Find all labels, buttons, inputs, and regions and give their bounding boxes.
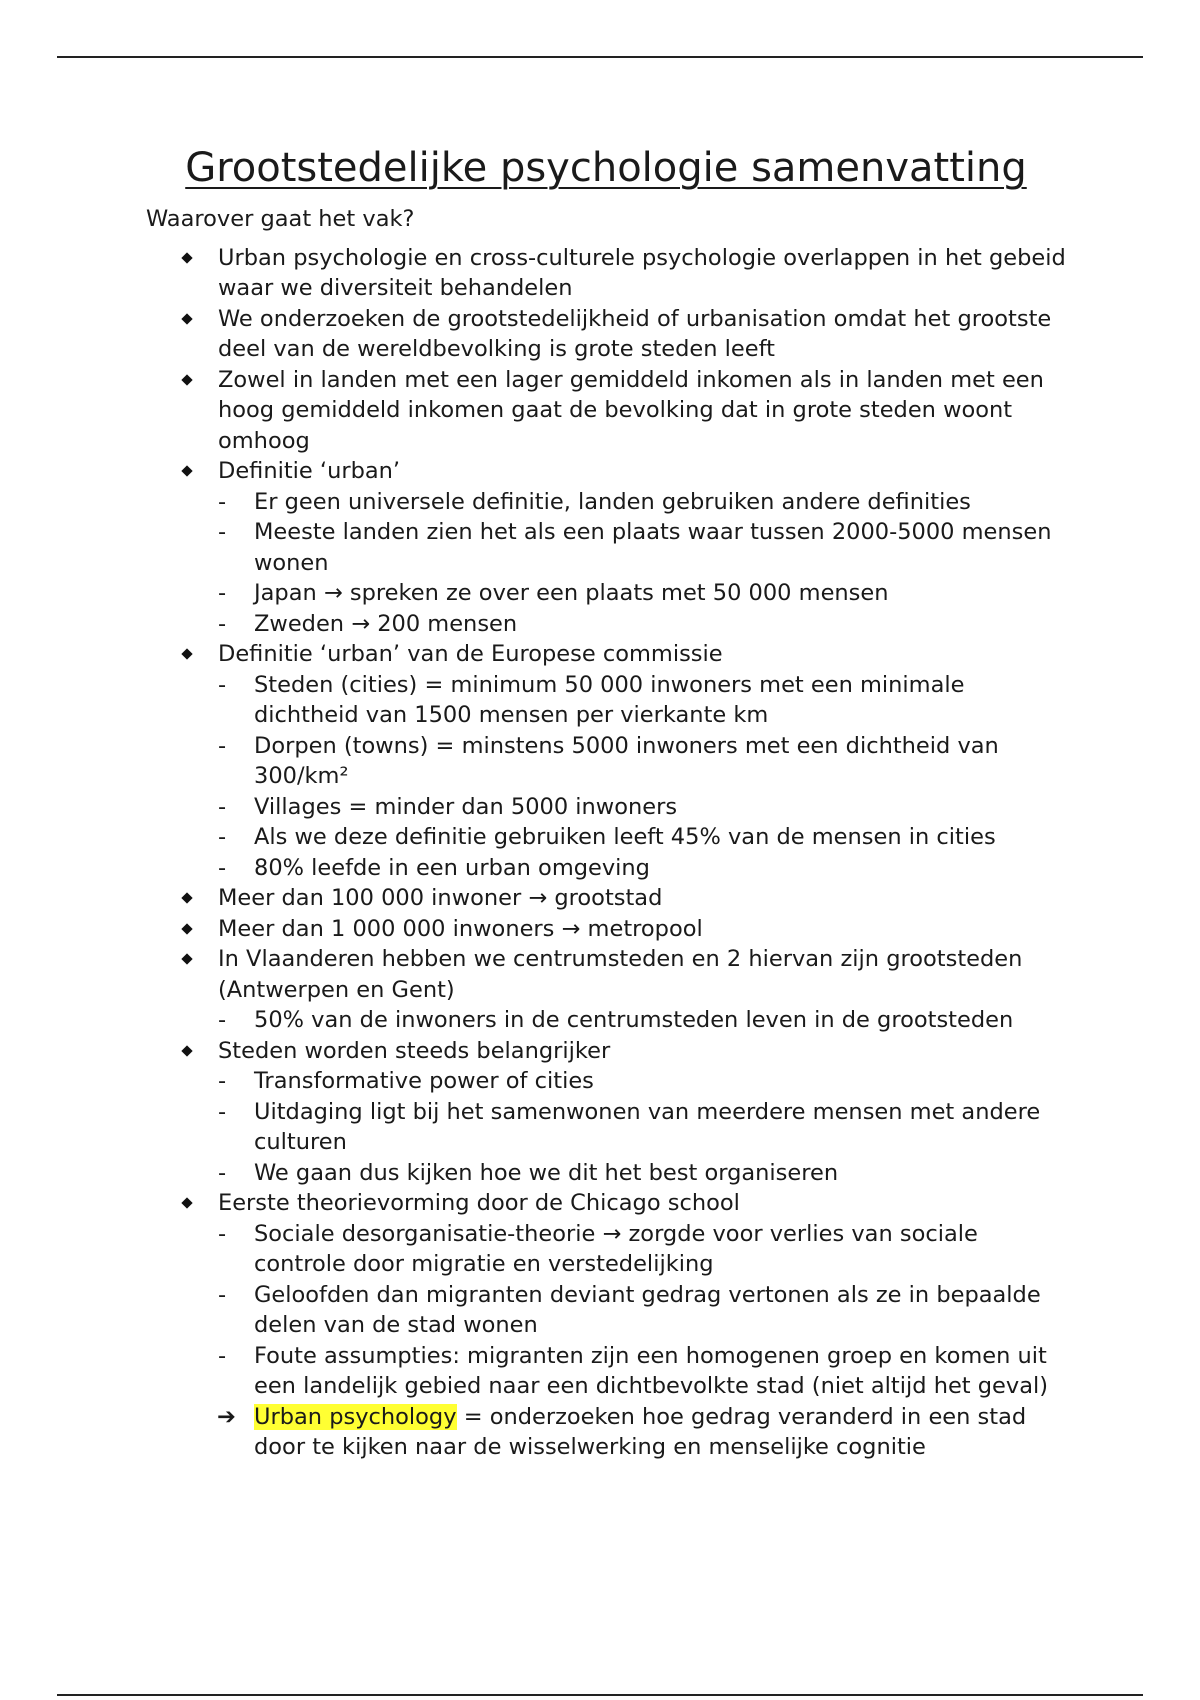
sub-item-text: Uitdaging ligt bij het samenwonen van meerdere mensen met andere culturen (254, 1098, 1041, 1155)
sub-item-text: Dorpen (towns) = minstens 5000 inwoners met een dichtheid van 300/km² (254, 732, 999, 789)
sub-item (218, 792, 1066, 823)
diamond-bullet-icon (181, 465, 192, 476)
sub-list (218, 1005, 1066, 1036)
sub-item (218, 487, 1066, 518)
sub-item-text: Foute assumpties: migranten zijn een homogenen groep en komen uit een landelijk gebied naar een dichtbevolkte stad (niet altijd het geval) (254, 1342, 1049, 1399)
intro-question: Waarover gaat het vak? (146, 206, 415, 232)
sub-list (218, 1066, 1066, 1188)
sub-item (218, 1280, 1066, 1341)
dash-bullet-icon: - (218, 1281, 227, 1308)
conclusion-text: = onderzoeken hoe gedrag veranderd in een stad door te kijken naar de wisselwerking en menselijke cognitie (254, 1403, 1027, 1460)
dash-bullet-icon: - (218, 1007, 227, 1033)
dash-bullet-icon: - (218, 732, 227, 759)
diamond-bullet-icon (181, 313, 192, 324)
list-item-text: Meer dan 1 000 000 inwoners → metropool (218, 915, 703, 942)
list-item (146, 914, 1066, 945)
dash-bullet-icon: - (218, 671, 227, 698)
sub-item (218, 609, 1066, 640)
dash-bullet-icon: - (218, 1342, 227, 1369)
list-item-text: We onderzoeken de grootstedelijkheid of urbanisation omdat het grootste deel van de wereldbevolking is grote steden leeft (218, 305, 1052, 362)
sub-item (218, 1097, 1066, 1158)
diamond-bullet-icon (181, 892, 192, 903)
list-item-text: Definitie ‘urban’ (218, 458, 401, 484)
list-item (146, 365, 1066, 457)
list-item-text: Steden worden steeds belangrijker (218, 1037, 611, 1064)
sub-item-text: Steden (cities) = minimum 50 000 inwoners met een minimale dichtheid van 1500 mensen per vierkante km (254, 671, 965, 728)
sub-item (218, 517, 1066, 578)
diamond-bullet-icon (181, 648, 192, 659)
sub-item-text: Transformative power of cities (254, 1068, 594, 1094)
list-item (146, 944, 1066, 1036)
sub-item (218, 1219, 1066, 1280)
list-item-text: Meer dan 100 000 inwoner → grootstad (218, 885, 663, 911)
sub-item-text: Zweden → 200 mensen (254, 610, 518, 637)
list-item (146, 456, 1066, 639)
list-item-text: Zowel in landen met een lager gemiddeld inkomen als in landen met een hoog gemiddeld inkomen gaat de bevolking dat in grote steden woont omhoog (218, 366, 1044, 454)
list-item (146, 883, 1066, 914)
list-item (146, 1036, 1066, 1189)
dash-bullet-icon: - (218, 793, 227, 820)
sub-item (218, 1005, 1066, 1036)
sub-item (218, 578, 1066, 609)
conclusion-item (218, 1402, 1066, 1463)
sub-item-text: Als we deze definitie gebruiken leeft 45% van de mensen in cities (254, 824, 996, 850)
list-item-text: Eerste theorievorming door de Chicago school (218, 1190, 740, 1216)
list-item (146, 639, 1066, 883)
footer-rule (57, 1694, 1143, 1696)
bullet-list (146, 243, 1066, 1463)
sub-item (218, 670, 1066, 731)
list-item-text: In Vlaanderen hebben we centrumsteden en 2 hiervan zijn grootsteden (Antwerpen en Gent) (218, 946, 1023, 1003)
highlighted-term: Urban psychology (254, 1403, 457, 1430)
sub-list (218, 1219, 1066, 1463)
list-item-text: Urban psychologie en cross-culturele psychologie overlappen in het gebeid waar we diversiteit behandelen (218, 244, 1066, 301)
list-item (146, 304, 1066, 365)
sub-item (218, 822, 1066, 853)
diamond-bullet-icon (181, 923, 192, 934)
diamond-bullet-icon (181, 374, 192, 385)
list-item (146, 1188, 1066, 1463)
diamond-bullet-icon (181, 1045, 192, 1056)
header-rule (57, 56, 1143, 58)
dash-bullet-icon: - (218, 1068, 227, 1094)
diamond-bullet-icon (181, 953, 192, 964)
sub-item (218, 1158, 1066, 1189)
sub-item (218, 853, 1066, 884)
sub-item-text: 50% van de inwoners in de centrumsteden leven in de grootsteden (254, 1007, 1014, 1033)
sub-item (218, 731, 1066, 792)
page-title: Grootstedelijke psychologie samenvatting (185, 145, 1027, 191)
dash-bullet-icon: - (218, 854, 227, 881)
list-item (146, 243, 1066, 304)
diamond-bullet-icon (181, 1197, 192, 1208)
sub-item (218, 1066, 1066, 1097)
dash-bullet-icon: - (218, 519, 227, 545)
sub-item-text: Japan → spreken ze over een plaats met 50 000 mensen (254, 580, 889, 606)
dash-bullet-icon: - (218, 1159, 227, 1186)
document-body (146, 140, 1066, 1463)
sub-item-text: Sociale desorganisatie-theorie → zorgde voor verlies van sociale controle door migratie en verstedelijking (254, 1220, 978, 1277)
sub-item (218, 1341, 1066, 1402)
dash-bullet-icon: - (218, 824, 227, 850)
sub-item-text: We gaan dus kijken hoe we dit het best organiseren (254, 1159, 839, 1186)
sub-item-text: Meeste landen zien het als een plaats waar tussen 2000-5000 mensen wonen (254, 519, 1052, 576)
dash-bullet-icon: - (218, 610, 227, 637)
dash-bullet-icon: - (218, 1220, 227, 1247)
sub-item-text: 80% leefde in een urban omgeving (254, 854, 650, 881)
sub-item-text: Er geen universele definitie, landen gebruiken andere definities (254, 488, 971, 515)
dash-bullet-icon: - (218, 580, 227, 606)
sub-list (218, 487, 1066, 640)
sub-item-text: Villages = minder dan 5000 inwoners (254, 793, 678, 820)
diamond-bullet-icon (181, 252, 192, 263)
list-item-text: Definitie ‘urban’ van de Europese commissie (218, 641, 723, 667)
sub-list (218, 670, 1066, 884)
dash-bullet-icon: - (218, 1098, 227, 1125)
arrow-right-icon: ➔ (217, 1403, 236, 1430)
sub-item-text: Geloofden dan migranten deviant gedrag vertonen als ze in bepaalde delen van de stad wonen (254, 1281, 1041, 1338)
dash-bullet-icon: - (218, 488, 227, 515)
